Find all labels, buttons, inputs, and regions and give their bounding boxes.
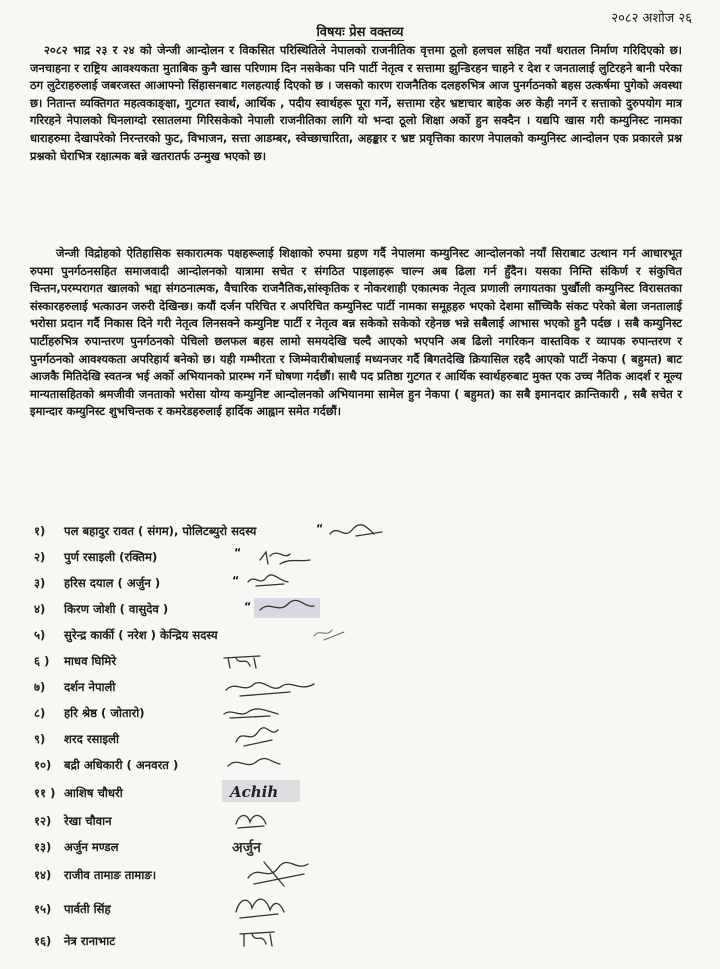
signatory-name: आशिष चौधरी (64, 786, 123, 800)
signatory-name: अर्जुन मण्डल (64, 840, 119, 854)
signature-10 (224, 752, 284, 776)
signature-4 (252, 596, 324, 622)
statement-paragraph-1: २०८२ भाद्र २३ र २४ को जेन्जी आन्दोलन र विकसित परिस्थितिले नेपालको राजनीतिक वृत्तमा ठूलो हलचल सहित नयाँ धरातल निर्माण गरिदिएको छ। जनचाहना र राष्ट्रिय आवश्यकता मुताबिक कुनै खास परिणाम दिन नसकेका पनि पार्टी नेतृत्व र सत्तामा झुन्डिरहन चाहने र देश र जनतालाई लुटिरहने बानी परेका ठग लुटेराहरुलाई जबरजस्त आआफ्नो सिंहासनबाट गलहत्याई दिएको छ । जसको कारण राजनैतिक दलहरुभित्र आज पुनर्गठनको बहस उत्कर्षमा पुगेको अवस्था छ। नितान्त व्यक्तिगत महत्वकाङ्क्षा, गुटगत स्वार्थ, आर्थिक , पदीय स्वार्थहरू पूरा गर्ने, सत्तामा रहेर भ्रष्टाचार बाहेक अरु केही नगर्ने र सत्ताको दुरुपयोग मात्र गरिरहने नेपालको घिनलाग्दो रसातलमा गिरिसकेको नेपाली राजनीतिका लागि यो भन्दा ठूलो शिक्षा अर्को हुन सक्दैन । यद्यपि खास गरी कम्युनिस्ट नामका धाराहरुमा देखापरेको निरन्तरको फुट, विभाजन, सत्ता आडम्बर, स्वेच्छाचारिता, अहङ्कार र भ्रष्ट प्रवृत्तिका कारण नेपालको कम्युनिस्ट आन्दोलन एक प्रकारले प्रश्न प्रश्नको घेराभित्र रक्षात्मक बन्ने खतरातर्फ उन्मुख भएको छ। (30, 43, 682, 163)
signatory-name: किरण जोशी ( वासुदेव ) (64, 602, 169, 616)
signature-16 (234, 926, 284, 952)
signatory-number: १३) (34, 840, 52, 854)
signatory-number: ७) (34, 680, 46, 694)
signatory-number: ८) (34, 706, 46, 720)
signatory-row (34, 732, 634, 756)
signatory-name: शरद रसाइली (64, 732, 119, 746)
statement-paragraph-2: जेन्जी विद्रोहको ऐतिहासिक सकारात्मक पक्षहरूलाई शिक्षाको रुपमा ग्रहण गर्दै नेपालमा कम्युनिस्ट आन्दोलनको नयाँ सिराबाट उत्थान गर्न आधारभूत रुपमा पुनर्गठनसहित समाजवादी आन्दोलनको यात्रामा सचेत र संगठित पाइलाहरू चाल्न अब ढिला गर्न हुँदैन। यसका निम्ति संकिर्ण र संकुचित चिन्तन,परम्परागत खालको भद्दा संगठनात्मक, वैचारिक राजनैतिक,सांस्कृतिक र नोकरशाही एकात्मक नेतृत्व प्रणाली लगायतका पुर्खौली कम्युनिस्ट विरासतका संस्कारहरुलाई भत्काउन जरुरी देखिन्छ। कयौं दर्जन परिचित र अपरिचित कम्युनिस्ट पार्टी नामका समूहहरु भएको देशमा साँच्चिकै संकट परेको बेला जनतालाई भरोसा प्रदान गर्दै निकास दिने गरी नेतृत्व लिनसक्ने कम्युनिष्ट पार्टी र नेतृत्व बन्न सकेको सकेको रहेनछ भन्ने सबैलाई आभास भएको हुनै पर्दछ । सबै कम्युनिस्ट पार्टीहरुभित्र रुपान्तरण पुनर्गठनको पेचिलो छलफल बहस लामो समयदेखि चल्दै आएको भएपनि अब ढिलो नगरिकन वास्तविक र व्यापक रुपान्तरण र पुनर्गठनको आवश्यकता अपरिहार्य बनेको छ। यही गम्भीरता र जिम्मेवारीबोधलाई मध्यनजर गर्दै बिगतदेखि क्रियासिल रहदै आएको पार्टी नेकपा ( बहुमत) बाट आजकै मितिदेखि स्वतन्त्र भई अर्को अभियानको प्रारम्भ गर्ने घोषणा गर्दछौं। साथै पद प्रतिष्ठा गुटगत र आर्थिक स्वार्थहरुबाट मुक्त एक उच्च नैतिक आदर्श र मूल्य मान्यतासहितको श्रमजीवी जनताको भरोसा योग्य कम्युनिष्ट आन्दोलनको अभियानमा सामेल हुन नेकपा ( बहुमत) का सबै इमानदार क्रान्तिकारी , सबै सचेत र इमान्दार कम्युनिस्ट शुभचिन्तक र कमरेडहरुलाई हार्दिक आह्वान समेत गर्दछौं। (30, 246, 682, 419)
signatory-row (34, 758, 634, 782)
signatory-row (34, 902, 634, 926)
signatory-name: हरिस दयाल ( अर्जुन ) (64, 576, 161, 590)
signatory-number: ९) (34, 732, 46, 746)
signature-3 (244, 570, 294, 594)
signature-8 (220, 702, 284, 726)
signature-2 (256, 546, 316, 572)
signatory-name: बद्री अधिकारी ( अनवरत ) (64, 758, 179, 772)
signatory-row (34, 654, 634, 678)
signatory-name: पार्वती सिंह (64, 902, 111, 916)
signature-5 (310, 622, 350, 646)
signatory-number: १५) (34, 902, 52, 916)
signatory-number: ४) (34, 602, 46, 616)
signatory-number: १०) (34, 758, 52, 772)
signatory-row (34, 546, 634, 574)
statement-date: २०८२ अशोज २६ (611, 11, 692, 26)
signatory-name: सुरेन्द्र कार्की ( नरेश ) केन्द्रिय सदस्य (64, 628, 218, 642)
signatory-number: ३) (34, 576, 46, 590)
signatory-number: १) (34, 524, 46, 538)
signature-7 (220, 674, 320, 702)
signatory-name: राजीव तामाङ तामाङ। (64, 868, 157, 882)
ditto-mark: “ (232, 574, 240, 587)
signatory-row (34, 934, 634, 958)
signature-11-text: Achih (230, 783, 279, 801)
signatory-row (34, 814, 634, 838)
signatory-row (34, 868, 634, 892)
signature-11 (220, 778, 304, 806)
ditto-mark: “ (234, 546, 242, 559)
ditto-mark: “ (316, 522, 324, 535)
signatory-number: ६ ) (34, 654, 50, 668)
signatory-number: ११ ) (34, 786, 56, 800)
signatory-row (34, 576, 634, 600)
ditto-mark: “ (244, 600, 252, 613)
signatory-row (34, 840, 634, 864)
signatory-name: पुर्ण रसाइली (रक्तिम) (64, 550, 158, 564)
signatory-row (34, 706, 634, 730)
signatory-row (34, 680, 634, 704)
signatory-number: १६) (34, 934, 52, 948)
signatory-name: दर्शन नेपाली (64, 680, 116, 694)
statement-subject (0, 22, 720, 40)
signatory-name: हरि श्रेष्ठ ( जोतारो) (64, 706, 145, 720)
signatory-number: १४) (34, 868, 52, 882)
signatory-row (34, 783, 634, 810)
signatory-row (34, 524, 634, 548)
signature-9 (230, 724, 284, 752)
signatory-number: ५) (34, 628, 46, 642)
subject-text: विषयः प्रेस वक्तव्य (316, 25, 404, 40)
signatory-row (34, 628, 634, 652)
signature-12 (230, 806, 274, 834)
signatory-number: १२) (34, 814, 52, 828)
signature-6 (220, 650, 268, 674)
signatory-number: २) (34, 550, 46, 564)
signatory-name: रेखा चौवान (64, 814, 112, 828)
signature-14 (244, 856, 314, 890)
signatory-name: पल बहादुर रावत ( संगम), पोलिटब्युरो सदस्य (64, 524, 257, 538)
signature-13-text: अर्जुन (232, 840, 261, 856)
signature-15 (230, 888, 290, 922)
signatory-name: माधव घिमिरे (64, 654, 117, 668)
signature-1 (326, 520, 386, 544)
signatory-name: नेत्र रानाभाट (64, 934, 116, 948)
